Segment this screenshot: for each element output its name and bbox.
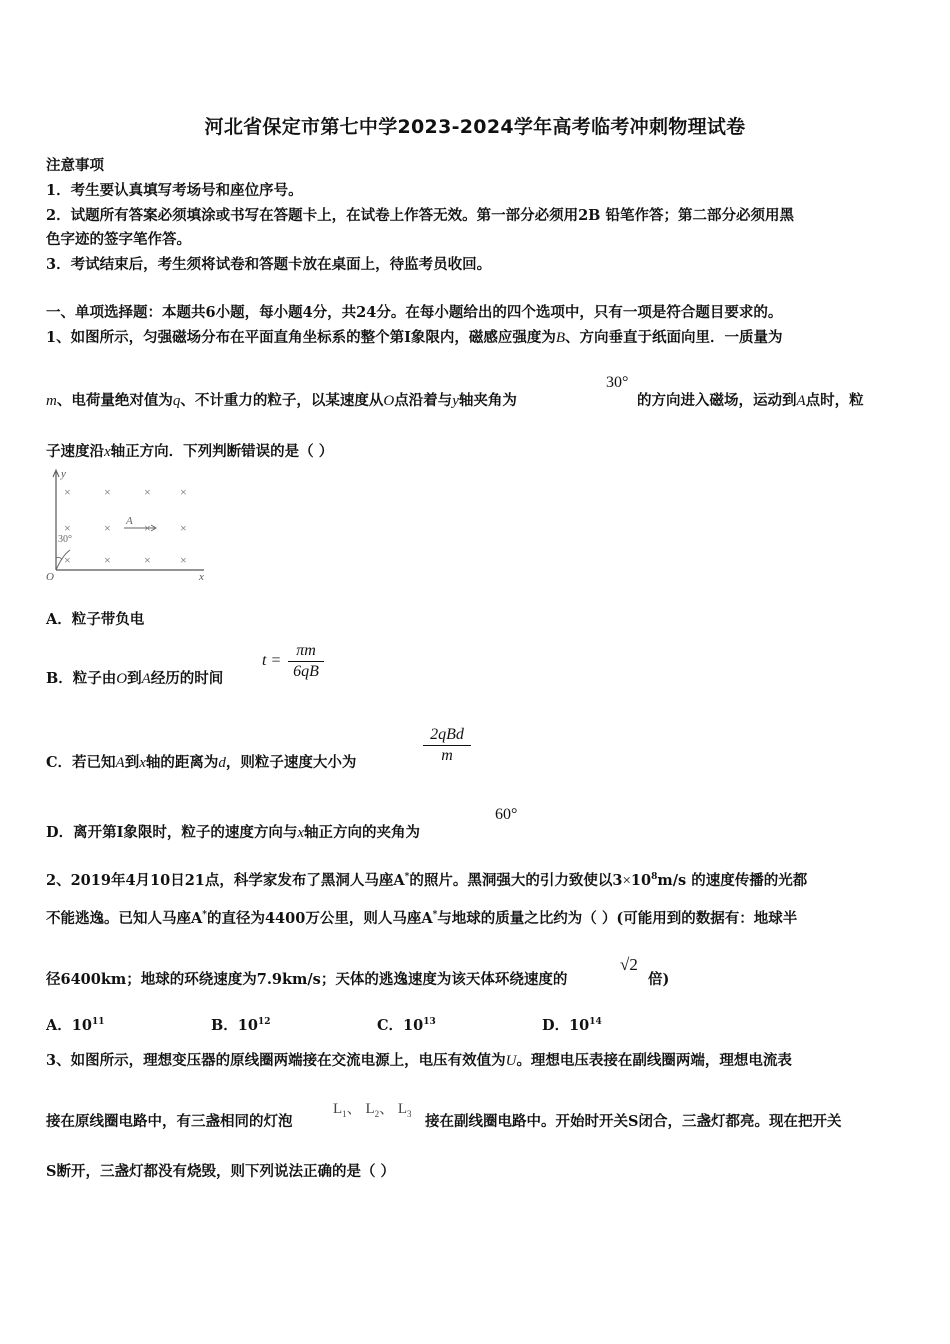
field-mark: × [144, 521, 151, 535]
q3-line-2: 接在原线圈电路中，有三盏相同的灯泡 [46, 1113, 293, 1130]
page-title: 河北省保定市第七中学2023-2024学年高考临考冲刺物理试卷 [204, 116, 746, 138]
field-mark: × [144, 485, 151, 499]
axis-y-label: y [61, 468, 66, 480]
q2-line-3-tail: 倍) [648, 971, 670, 988]
q1-line-2-tail: 的方向进入磁场，运动到A点时，粒 [637, 392, 864, 409]
q1-option-c-fraction: 2qBd m [423, 726, 471, 765]
notice-heading: 注意事项 [46, 157, 104, 174]
q1-option-b-t: t = [262, 652, 282, 669]
q2-sqrt-2: √2 [620, 955, 638, 974]
q2-option-b: B．$10^{12}$ [211, 1017, 271, 1034]
field-mark: × [180, 521, 187, 535]
section-heading: 一、单项选择题：本题共6小题，每小题4分，共24分。在每小题给出的四个选项中，只有一项是符合题目要求的。 [46, 304, 783, 321]
q1-option-d-angle: 60° [495, 806, 518, 823]
notice-item-3: 3．考试结束后，考生须将试卷和答题卡放在桌面上，待监考员收回。 [46, 256, 492, 273]
field-mark: × [104, 553, 111, 567]
q1-line-3: 子速度沿x轴正方向．下列判断错误的是（ ） [46, 443, 334, 460]
field-mark: × [180, 485, 187, 499]
figure-angle-label: 30° [58, 534, 72, 545]
q1-magnetic-field-figure [44, 466, 214, 584]
field-mark: × [180, 553, 187, 567]
origin-label: O [46, 571, 54, 583]
notice-item-2: 2．试题所有答案必须填涂或书写在答题卡上，在试卷上作答无效。第一部分必须用2B 铅笔作答；第二部分必须用黑 [46, 207, 794, 224]
q1-option-b-fraction: πm 6qB [288, 642, 324, 681]
q3-line-3: S断开，三盏灯都没有烧毁，则下列说法正确的是（ ） [46, 1163, 396, 1180]
field-mark: × [144, 553, 151, 567]
point-A-label: A [126, 515, 133, 527]
field-mark: × [64, 521, 71, 535]
q1-line-2: m、电荷量绝对值为q、不计重力的粒子，以某速度从O点沿着与y轴夹角为 [46, 392, 517, 409]
q3-line-1: 3、如图所示，理想变压器的原线圈两端接在交流电源上，电压有效值为U。理想电压表接在副线圈两端，理想电流表 [46, 1052, 792, 1069]
q1-option-a: A．粒子带负电 [46, 611, 145, 628]
notice-item-2-cont: 色字迹的签字笔作答。 [46, 231, 191, 248]
q2-option-d: D．$10^{14}$ [542, 1017, 602, 1034]
q2-line-2: 不能逃逸。已知人马座A*的直径为4400万公里，则人马座A*与地球的质量之比约为（ ）(可能用到的数据有：地球半 [46, 910, 798, 927]
field-mark: × [104, 521, 111, 535]
q3-lamps: $L_1$、 $L_2$、 $L_3$ [333, 1101, 412, 1119]
field-mark: × [64, 485, 71, 499]
q2-option-a: A．$10^{11}$ [46, 1017, 105, 1034]
notice-item-1: 1．考生要认真填写考场号和座位序号。 [46, 182, 303, 199]
q2-option-c: C．$10^{13}$ [377, 1017, 436, 1034]
q2-line-3: 径6400km；地球的环绕速度为7.9km/s；天体的逃逸速度为该天体环绕速度的 [46, 971, 568, 988]
axis-x-label: x [199, 571, 204, 583]
q3-line-2-tail: 接在副线圈电路中。开始时开关S闭合，三盏灯都亮。现在把开关 [425, 1113, 842, 1130]
field-mark: × [104, 485, 111, 499]
q1-angle-30: 30° [606, 374, 629, 391]
q1-option-b: B．粒子由O到A经历的时间 [46, 670, 224, 687]
q1-line-1: 1、如图所示，匀强磁场分布在平面直角坐标系的整个第Ⅰ象限内，磁感应强度为B、方向垂直于纸面向里．一质量为 [46, 329, 783, 346]
q2-line-1: 2、2019年4月10日21点，科学家发布了黑洞人马座A*的照片。黑洞强大的引力致使以$3\times 10^8m/s$ 的速度传播的光都 [46, 872, 808, 889]
field-mark: × [64, 553, 71, 567]
q1-option-c: C．若已知A到x轴的距离为d，则粒子速度大小为 [46, 754, 357, 771]
q1-option-d: D．离开第Ⅰ象限时，粒子的速度方向与x轴正方向的夹角为 [46, 824, 421, 841]
